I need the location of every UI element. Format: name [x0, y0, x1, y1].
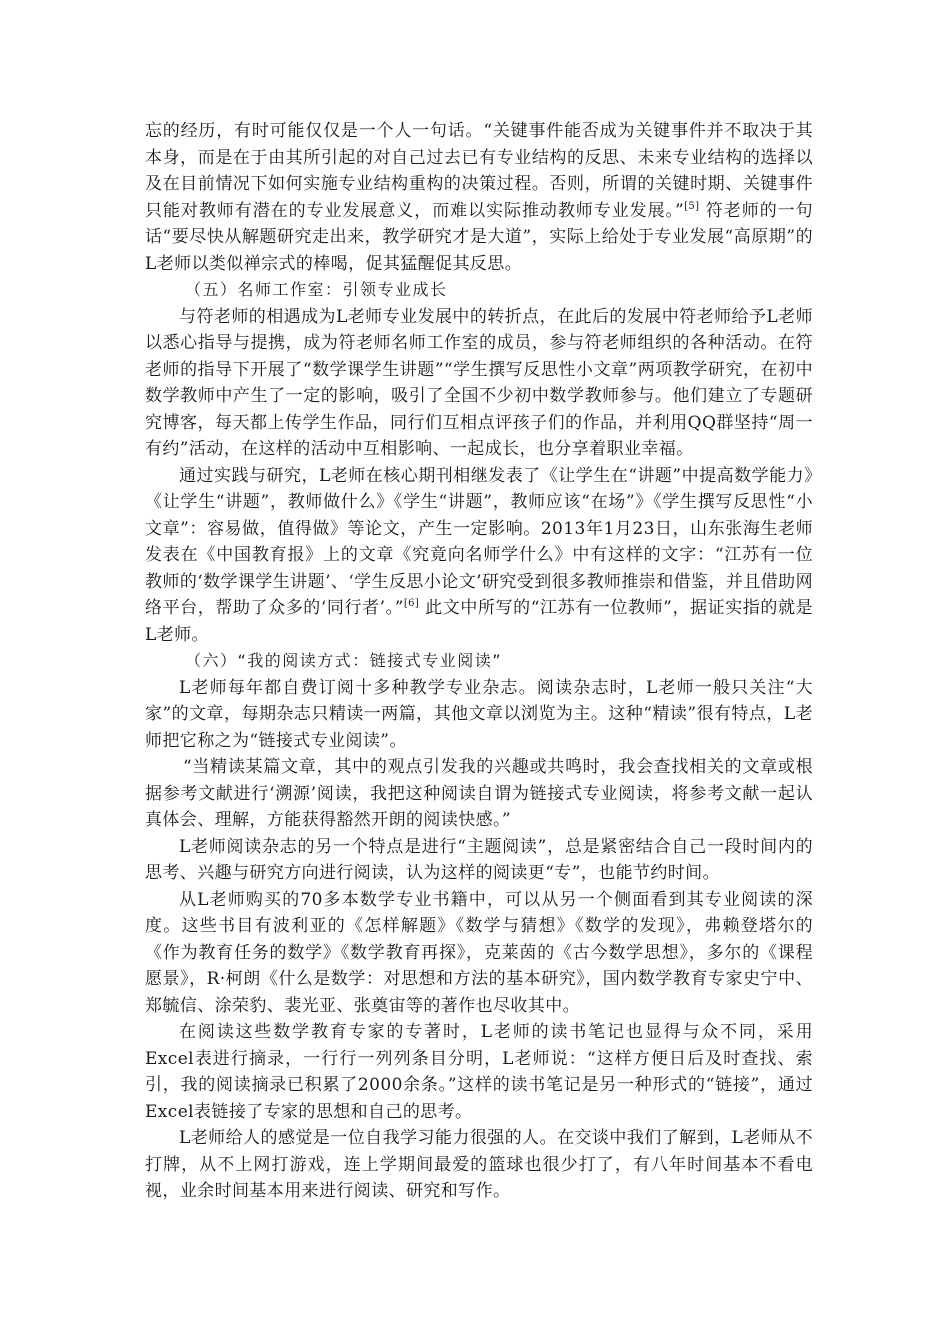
section-heading-6: （六）“我的阅读方式：链接式专业阅读” [185, 651, 503, 670]
paragraph-publications [145, 463, 813, 649]
paragraph-text: 符老师的一句话“要尽快从解题研究走出来，教学研究才是大道”，实际上给处于专业发展“高原期”的L老师以类似禅宗式的棒喝，促其猛醒促其反思。 [145, 200, 813, 274]
citation-5: [5] [684, 200, 700, 212]
paragraph-magazines: L老师每年都自费订阅十多种教学专业杂志。阅读杂志时，L老师一般只关注“大家”的文章，每期杂志只精读一两篇，其他文章以浏览为主。这种“精读”很有特点，L老师把它称之为“链接式专业阅读”。 [145, 677, 813, 751]
paragraph-quote: “当精读某篇文章，其中的观点引发我的兴趣或共鸣时，我会查找相关的文章或根据参考文献进行‘溯源’阅读，我把这种阅读自谓为链接式专业阅读，将参考文献一起认真体会、理解，方能获得豁然开朗的阅读快感。” [145, 757, 813, 830]
paragraph-text: 通过实践与研究，L老师在核心期刊相继发表了《让学生在“讲题”中提高数学能力》《让学生“讲题”，教师做什么》《学生“讲题”，教师应该“在场”》《学生撰写反思性“小文章”：容易做，值得做》等论文，产生一定影响。2013年1月23日，山东张海生老师发表在《中国教育报》上的文章《究竟向名师学什么》中有这样的文字：“江苏有一位教师的‘数学课学生讲题’、‘学生反思小论文’研究受到很多教师推崇和借鉴，并且借助网络平台，帮助了众多的‘同行者’。” [145, 465, 813, 618]
paragraph-studio: 与符老师的相遇成为L老师专业发展中的转折点，在此后的发展中符老师给予L老师以悉心指导与提携，成为符老师名师工作室的成员，参与符老师组织的各种活动。在符老师的指导下开展了“数学课学生讲题”“学生撰写反思性小文章”两项教学研究，在初中数学教师中产生了一定的影响，吸引了全国不少初中数学教师参与。他们建立了专题研究博客，每天都上传学生作品，同行们互相点评孩子们的作品，并利用QQ群坚持“周一有约”活动，在这样的活动中互相影响、一起成长，也分享着职业幸福。 [145, 306, 813, 459]
paragraph-text: 此文中所写的“江苏有一位教师”，据证实指的就是L老师。 [145, 598, 813, 645]
paragraph-text: 忘的经历，有时可能仅仅是一个人一句话。“关键事件能否成为关键事件并不取决于其本身，而是在于由其所引起的对自己过去已有专业结构的反思、未来专业结构的选择以及在目前情况下如何实施专业结构重构的决策过程。否则，所谓的关键时期、关键事件只能对教师有潜在的专业发展意义，而难以实际推动教师专业发展。” [145, 121, 813, 221]
paragraph-notes: 在阅读这些数学教育专家的专著时，L老师的读书笔记也显得与众不同，采用Excel表进行摘录，一行行一列列条目分明，L老师说：“这样方便日后及时查找、索引，我的阅读摘录已积累了2000余条。”这样的读书笔记是另一种形式的“链接”，通过Excel表链接了专家的思想和自己的思考。 [145, 1022, 813, 1122]
paragraph-critical-events [145, 118, 813, 277]
paragraph-theme-reading: L老师阅读杂志的另一个特点是进行“主题阅读”，总是紧密结合自己一段时间内的思考、兴趣与研究方向进行阅读，认为这样的阅读更“专”，也能节约时间。 [145, 836, 813, 883]
citation-6: [6] [403, 598, 420, 609]
section-heading-5: （五）名师工作室：引领专业成长 [185, 280, 448, 299]
paragraph-books: 从L老师购买的70多本数学专业书籍中，可以从另一个侧面看到其专业阅读的深度。这些书目有波利亚的《怎样解题》《数学与猜想》《数学的发现》，弗赖登塔尔的《作为教育任务的数学》《数学教育再探》，克莱茵的《古今数学思想》，多尔的《课程愿景》，R·柯朗《什么是数学：对思想和方法的基本研究》，国内数学教育专家史宁中、郑毓信、涂荣豹、裴光亚、张奠宙等的著作也尽收其中。 [145, 889, 813, 1016]
paragraph-self-learning: L老师给人的感觉是一位自我学习能力很强的人。在交谈中我们了解到，L老师从不打牌，从不上网打游戏，连上学期间最爱的篮球也很少打了，有八年时间基本不看电视，业余时间基本用来进行阅读、研究和写作。 [145, 1128, 813, 1201]
document-page [145, 118, 813, 1205]
